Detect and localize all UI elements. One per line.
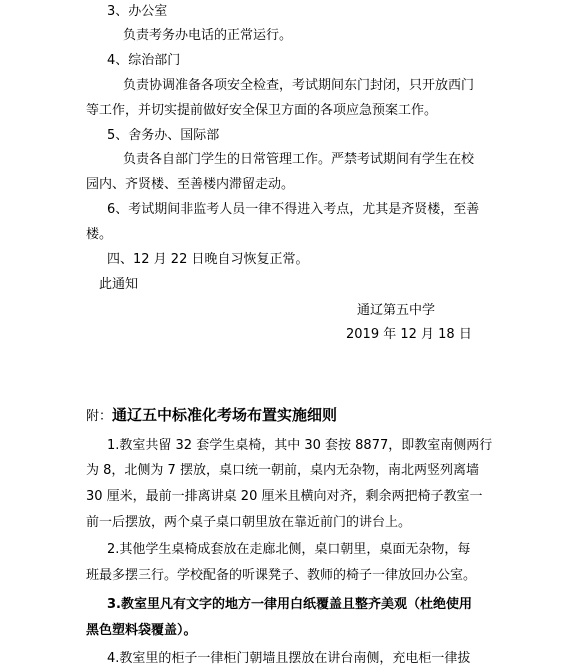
item-3-line-1: 3.教室里凡有文字的地方一律用白纸覆盖且整齐美观（杜绝使用 (107, 597, 472, 612)
item-3-line-2: 黑色塑料袋覆盖）。 (86, 623, 197, 638)
section-5-body-line-2: 园内、齐贤楼、至善楼内滞留走动。 (86, 177, 295, 192)
signature-date: 2019 年 12 月 18 日 (346, 327, 472, 342)
section-6-body-line-1: 6、考试期间非监考人员一律不得进入考点，尤其是齐贤楼，至善 (107, 202, 480, 217)
section-4-heading: 4、综治部门 (107, 53, 181, 68)
section-3-body: 负责考务办电话的正常运行。 (123, 28, 293, 43)
item-1-line-4: 前一后摆放，两个桌子桌口朝里放在靠近前门的讲台上。 (86, 515, 412, 530)
section-four: 四、12 月 22 日晚自习恢复正常。 (107, 252, 309, 267)
appendix-prefix: 附： (86, 409, 113, 424)
section-3-heading: 3、办公室 (107, 4, 168, 19)
appendix-title: 通辽五中标准化考场布置实施细则 (112, 406, 338, 424)
notice-closing: 此通知 (99, 277, 139, 292)
signature-school: 通辽第五中学 (357, 303, 436, 318)
section-5-heading: 5、舍务办、国际部 (107, 128, 220, 143)
item-2-line-1: 2.其他学生桌椅成套放在走廊北侧，桌口朝里，桌面无杂物，每 (107, 542, 471, 557)
item-4-line-1: 4.教室里的柜子一律柜门朝墙且摆放在讲台南侧，充电柜一律拔 (107, 651, 471, 666)
item-1-line-2: 为 8，北侧为 7 摆放，桌口统一朝前，桌内无杂物，南北两竖列离墙 (86, 463, 479, 478)
section-4-body-line-1: 负责协调准备各项安全检查，考试期间东门封闭，只开放西门 (123, 78, 475, 93)
item-1-line-3: 30 厘米，最前一排离讲桌 20 厘米且横向对齐，剩余两把椅子教室一 (86, 489, 483, 504)
section-6-body-line-2: 楼。 (86, 227, 113, 242)
appendix-heading (86, 404, 337, 426)
item-1-line-1: 1.教室共留 32 套学生桌椅，其中 30 套按 8877，即教室南侧两行 (107, 438, 493, 453)
item-2-line-2: 班最多摆三行。学校配备的听课凳子、教师的椅子一律放回办公室。 (86, 568, 477, 583)
section-5-body-line-1: 负责各自部门学生的日常管理工作。严禁考试期间有学生在校 (123, 152, 475, 167)
section-4-body-line-2: 等工作，并切实提前做好安全保卫方面的各项应急预案工作。 (86, 103, 438, 118)
